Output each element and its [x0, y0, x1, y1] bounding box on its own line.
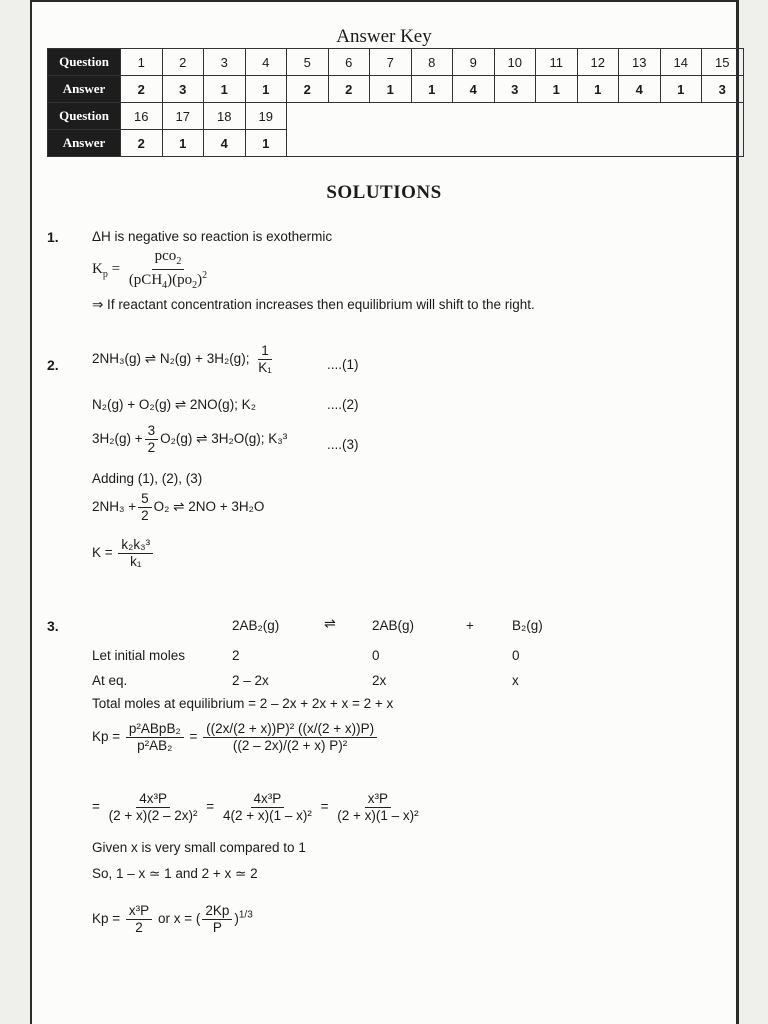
- question-cell: 10: [494, 49, 536, 76]
- answer-cell: 4: [453, 76, 495, 103]
- q2-adding: Adding (1), (2), (3): [92, 471, 203, 486]
- fraction: $\frac{\text{p²ABpB₂}}{\text{p²AB₂}}$: [126, 722, 184, 753]
- question-cell: 16: [121, 103, 163, 130]
- q3-product-1: 2AB(g): [372, 618, 415, 633]
- answer-cell: 1: [536, 76, 578, 103]
- q2-k-expression: K = $\frac{\text{k₂k₃³}}{\text{k₁}}$: [92, 538, 155, 569]
- question-cell: 15: [702, 49, 744, 76]
- q1-statement: ΔH is negative so reaction is exothermic: [92, 229, 333, 244]
- question-cell: 7: [370, 49, 412, 76]
- q3-eq-value: 2x: [372, 673, 387, 688]
- empty-area: [287, 130, 744, 157]
- row-label: Question: [48, 49, 121, 76]
- question-number: 3.: [47, 618, 59, 634]
- answer-cell: 3: [702, 76, 744, 103]
- plus-sign: +: [466, 618, 474, 633]
- answer-row: [48, 130, 744, 157]
- row-label: Question: [48, 103, 121, 130]
- answer-key-table: [47, 48, 744, 157]
- fraction: $\frac{1}{\text{K₁}}$: [258, 343, 272, 376]
- question-cell: 4: [245, 49, 287, 76]
- q1-kp-fraction: [126, 249, 210, 291]
- q2-equation-2: N₂(g) + O₂(g) ⇌ 2NO(g); K₂: [92, 397, 256, 412]
- equation-tag: ....(2): [327, 397, 359, 412]
- fraction: $\frac{\text{x³P}}{2}$: [126, 904, 152, 935]
- question-cell: 2: [162, 49, 204, 76]
- empty-area: [287, 103, 744, 130]
- answer-cell: 1: [370, 76, 412, 103]
- answer-cell: 1: [245, 76, 287, 103]
- answer-cell: 1: [204, 76, 246, 103]
- question-cell: 13: [619, 49, 661, 76]
- q3-eq-label: At eq.: [92, 673, 128, 688]
- row-label: Answer: [48, 130, 121, 157]
- answer-cell: 1: [577, 76, 619, 103]
- question-cell: 14: [660, 49, 702, 76]
- question-cell: 18: [204, 103, 246, 130]
- question-cell: 5: [287, 49, 329, 76]
- q3-total-moles: Total moles at equilibrium = 2 – 2x + 2x + x = 2 + x: [92, 696, 394, 711]
- q3-given: Given x is very small compared to 1: [92, 840, 306, 855]
- question-number: 1.: [47, 229, 59, 245]
- q3-kp-expression: Kp = $\frac{\text{p²ABpB₂}}{\text{p²AB₂}}$ = $\frac{\text{((2x/(2 + x))P)² ((x/(2 + x))P)}}{\text{((2 – 2x)/(2 + x) P)²}}$: [92, 722, 379, 753]
- q3-reactant: 2AB₂(g): [232, 618, 280, 633]
- question-cell: 3: [204, 49, 246, 76]
- question-row: [48, 103, 744, 130]
- solutions-title: SOLUTIONS: [326, 182, 442, 203]
- question-cell: 8: [411, 49, 453, 76]
- q3-initial-label: Let initial moles: [92, 648, 186, 663]
- fraction: $\frac{\text{4x³P}}{\text{(2 + x)(2 – 2x)²}}$: [108, 791, 198, 824]
- question-row: [48, 49, 744, 76]
- question-cell: 17: [162, 103, 204, 130]
- answer-cell: 4: [204, 130, 246, 157]
- fraction-denominator: $(pCH_4)(po_2)^2$: [128, 269, 208, 291]
- fraction: $\frac{\text{k₂k₃³}}{\text{k₁}}$: [118, 538, 153, 569]
- answer-cell: 4: [619, 76, 661, 103]
- answer-cell: 1: [411, 76, 453, 103]
- q2-equation-1: 2NH₃(g) ⇌ N₂(g) + 3H₂(g); $\frac{1}{\text{K₁}}$: [92, 344, 277, 375]
- answer-key-title: Answer Key: [336, 26, 432, 47]
- answer-cell: 2: [287, 76, 329, 103]
- fraction: $\frac{2Kp}{P}$: [202, 904, 232, 935]
- fraction: $\frac{\text{((2x/(2 + x))P)² ((x/(2 + x))P)}}{\text{((2 – 2x)/(2 + x) P)²}}$: [203, 722, 377, 753]
- answer-row: [48, 76, 744, 103]
- q3-initial-value: 0: [372, 648, 380, 663]
- question-cell: 12: [577, 49, 619, 76]
- question-cell: 1: [121, 49, 163, 76]
- q3-initial-value: 0: [512, 648, 520, 663]
- fraction: $\frac{3}{2}$: [145, 424, 159, 455]
- q2-net-reaction: 2NH₃ + $\frac{5}{2}$ O₂ ⇌ 2NO + 3H₂O: [92, 491, 265, 524]
- q3-eq-value: x: [512, 673, 519, 688]
- top-rule: [30, 0, 736, 2]
- answer-cell: 3: [494, 76, 536, 103]
- q3-initial-value: 2: [232, 648, 240, 663]
- answer-cell: 1: [162, 130, 204, 157]
- equilibrium-arrow: ⇌: [324, 616, 336, 632]
- kp-symbol: $K_p$ =: [92, 261, 121, 281]
- fraction: $\frac{\text{x³P}}{\text{(2 + x)(1 – x)²}}$: [337, 791, 419, 824]
- equation-tag: ....(3): [327, 437, 359, 452]
- q3-approximation: So, 1 – x ≃ 1 and 2 + x ≃ 2: [92, 866, 258, 881]
- q3-product-2: B₂(g): [512, 618, 543, 633]
- q1-conclusion: ⇒ If reactant concentration increases then equilibrium will shift to the right.: [92, 297, 535, 312]
- row-label: Answer: [48, 76, 121, 103]
- fraction-numerator: pco$_2$: [152, 249, 185, 270]
- answer-cell: 1: [660, 76, 702, 103]
- question-cell: 6: [328, 49, 370, 76]
- question-cell: 9: [453, 49, 495, 76]
- scan-left-margin: [0, 0, 32, 1024]
- fraction: $\frac{\text{4x³P}}{\text{4(2 + x)(1 – x)²}}$: [222, 791, 312, 824]
- answer-cell: 2: [328, 76, 370, 103]
- answer-cell: 2: [121, 76, 163, 103]
- answer-cell: 1: [245, 130, 287, 157]
- question-cell: 19: [245, 103, 287, 130]
- q3-simplification: = $\frac{\text{4x³P}}{\text{(2 + x)(2 – 2x)²}}$ = $\frac{\text{4x³P}}{\text{4(2 + x)(1 – x)²}}$ = $\frac{\text{x³P}}{\text{(2 + x)(1 – x)²}}$: [92, 792, 424, 823]
- q3-eq-value: 2 – 2x: [232, 673, 269, 688]
- question-number: 2.: [47, 357, 59, 373]
- fraction: $\frac{5}{2}$: [138, 492, 152, 523]
- q1-kp-expression: [92, 249, 212, 291]
- answer-cell: 3: [162, 76, 204, 103]
- q3-final-expression: Kp = $\frac{\text{x³P}}{2}$ or x = ( $\frac{2Kp}{P}$ )$^{1/3}$: [92, 903, 253, 936]
- q2-equation-3: 3H₂(g) + $\frac{3}{2}$ O₂(g) ⇌ 3H₂O(g); K₃³: [92, 423, 288, 456]
- equation-tag: ....(1): [327, 357, 359, 372]
- question-cell: 11: [536, 49, 578, 76]
- answer-cell: 2: [121, 130, 163, 157]
